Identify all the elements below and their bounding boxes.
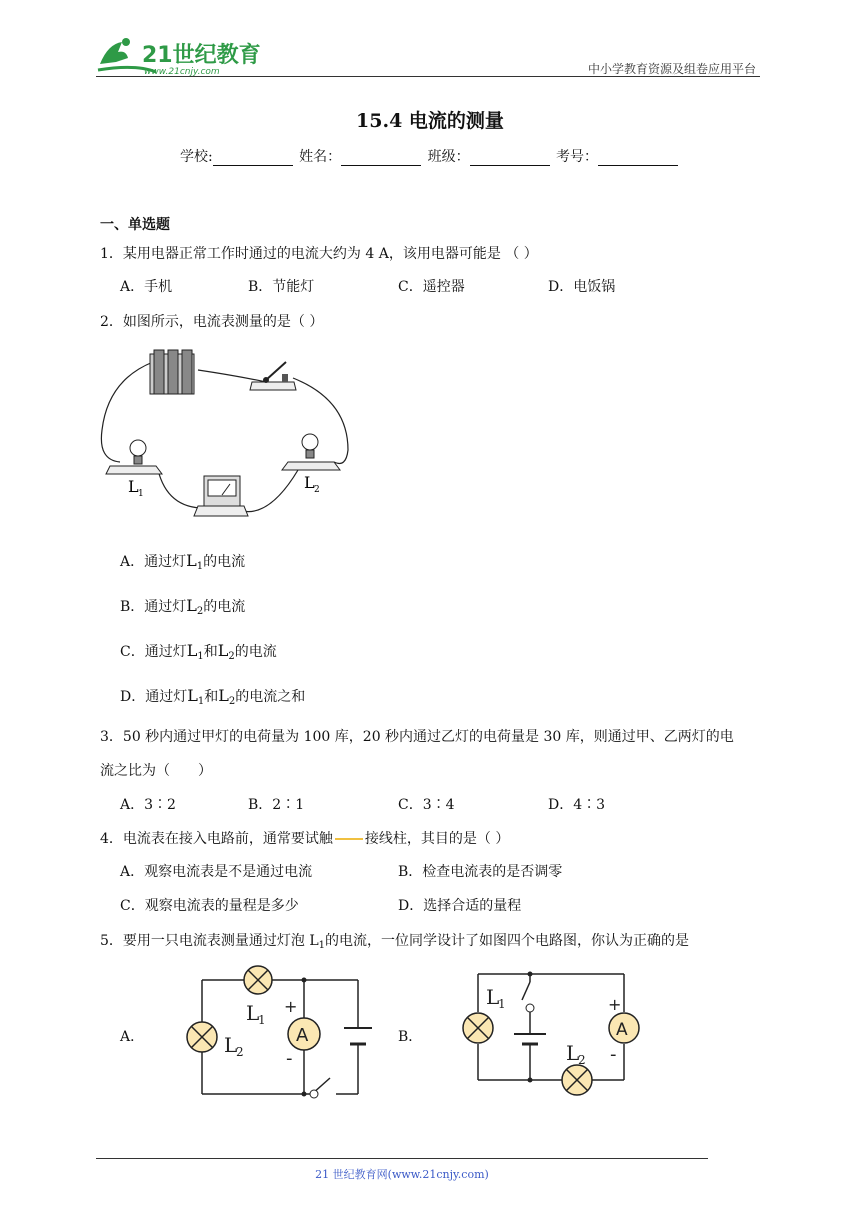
svg-text:A: A bbox=[616, 1020, 628, 1040]
svg-text:1: 1 bbox=[258, 1013, 266, 1027]
svg-text:1: 1 bbox=[138, 489, 144, 499]
q3-option-d[interactable]: D．4∶3 bbox=[548, 797, 606, 813]
name-label: 姓名： bbox=[299, 149, 342, 165]
q4-option-c[interactable]: C．观察电流表的量程是多少 bbox=[120, 898, 299, 914]
lamp-l1-icon bbox=[463, 1013, 493, 1043]
q3-option-b[interactable]: B．2∶1 bbox=[248, 797, 305, 813]
svg-text:A: A bbox=[296, 1025, 309, 1046]
q4-stem: 4．电流表在接入电路前，通常要试触 接线柱，其目的是（ ） bbox=[100, 831, 510, 847]
q4-option-d[interactable]: D．选择合适的量程 bbox=[398, 898, 522, 914]
q2-option-c[interactable]: C．通过灯$L_1$和$L_2$的电流 bbox=[120, 641, 277, 662]
fig-label-l1: L bbox=[128, 477, 139, 496]
logo-url: www.21cnjy.com bbox=[144, 67, 220, 77]
q4-option-b[interactable]: B．检查电流表的是否调零 bbox=[398, 864, 563, 880]
svg-text:2: 2 bbox=[314, 485, 320, 495]
exam-no-label: 考号： bbox=[556, 149, 599, 165]
school-label: 学校: bbox=[179, 149, 213, 165]
svg-text:-: - bbox=[610, 1044, 617, 1065]
q5-circuit-b bbox=[456, 960, 656, 1100]
page-title: 15.4 电流的测量 bbox=[356, 110, 504, 132]
battery-icon bbox=[150, 350, 194, 394]
lamp-l1-icon bbox=[244, 966, 272, 994]
footer-divider bbox=[96, 1158, 708, 1159]
q1-stem: 1．某用电器正常工作时通过的电流大约为 4 A，该用电器可能是 （ ） bbox=[100, 246, 538, 262]
platform-name: 中小学教育资源及组卷应用平台 bbox=[587, 62, 756, 76]
fig-label-l2: L bbox=[304, 473, 315, 492]
q2-option-d[interactable]: D．通过灯$L_1$和$L_2$的电流之和 bbox=[120, 686, 306, 707]
q4-option-a[interactable]: A．观察电流表是不是通过电流 bbox=[120, 864, 313, 880]
q1-option-a[interactable]: A．手机 bbox=[120, 279, 173, 295]
class-label: 班级： bbox=[427, 149, 470, 165]
svg-text:+: + bbox=[608, 995, 622, 1014]
lamp-l2-icon bbox=[187, 1022, 217, 1052]
svg-text:+: + bbox=[284, 997, 298, 1016]
class-blank[interactable] bbox=[470, 151, 550, 166]
q1-option-c[interactable]: C．遥控器 bbox=[398, 279, 465, 295]
q3-option-a[interactable]: A．3∶2 bbox=[120, 797, 176, 813]
student-info bbox=[0, 146, 860, 166]
lamp-l2-icon bbox=[562, 1065, 592, 1095]
svg-text:2: 2 bbox=[236, 1045, 244, 1059]
q5-option-b[interactable]: B． bbox=[398, 1029, 423, 1045]
highlight-mark bbox=[335, 838, 363, 840]
ammeter-icon bbox=[288, 1018, 320, 1050]
svg-text:1: 1 bbox=[498, 997, 506, 1011]
q1-option-d[interactable]: D．电饭锅 bbox=[548, 279, 616, 295]
q5-stem: 5．要用一只电流表测量通过灯泡 $L_1$的电流，一位同学设计了如图四个电路图，你认为正确的是 bbox=[100, 933, 690, 951]
q3-option-c[interactable]: C．3∶4 bbox=[398, 797, 455, 813]
name-blank[interactable] bbox=[341, 151, 421, 166]
svg-text:L: L bbox=[566, 1041, 580, 1065]
q2-stem: 2．如图所示，电流表测量的是（ ） bbox=[100, 314, 324, 330]
header-divider bbox=[96, 76, 760, 77]
ammeter-icon bbox=[609, 1013, 639, 1043]
svg-text:L: L bbox=[246, 1001, 260, 1025]
footer-link[interactable]: 21 世纪教育网(www.21cnjy.com) bbox=[315, 1168, 489, 1181]
q2-option-a[interactable]: A．通过灯$L_1$的电流 bbox=[120, 551, 246, 572]
q1-option-b[interactable]: B．节能灯 bbox=[248, 279, 315, 295]
q3-stem-line2: 流之比为（ ） bbox=[100, 763, 212, 779]
ammeter-icon bbox=[194, 476, 248, 516]
svg-text:2: 2 bbox=[578, 1053, 586, 1067]
lamp-l2-icon bbox=[282, 434, 340, 470]
logo-text: 21世纪教育 bbox=[142, 43, 261, 68]
q3-stem-line1: 3．50 秒内通过甲灯的电荷量为 100 库，20 秒内通过乙灯的电荷量是 30 库，则通过甲、乙两灯的电 bbox=[100, 729, 734, 745]
svg-text:-: - bbox=[286, 1048, 293, 1069]
site-logo bbox=[96, 34, 266, 78]
lamp-l1-icon bbox=[106, 440, 162, 474]
q2-option-b[interactable]: B．通过灯$L_2$的电流 bbox=[120, 596, 246, 617]
q5-circuit-a bbox=[180, 960, 380, 1100]
svg-text:L: L bbox=[486, 985, 500, 1009]
section-heading: 一、单选题 bbox=[100, 217, 170, 233]
q5-option-a[interactable]: A． bbox=[120, 1029, 145, 1045]
switch-icon bbox=[250, 362, 296, 390]
exam-no-blank[interactable] bbox=[598, 151, 678, 166]
school-blank[interactable] bbox=[213, 151, 293, 166]
svg-text:L: L bbox=[224, 1033, 238, 1057]
q2-circuit-figure bbox=[98, 340, 358, 522]
